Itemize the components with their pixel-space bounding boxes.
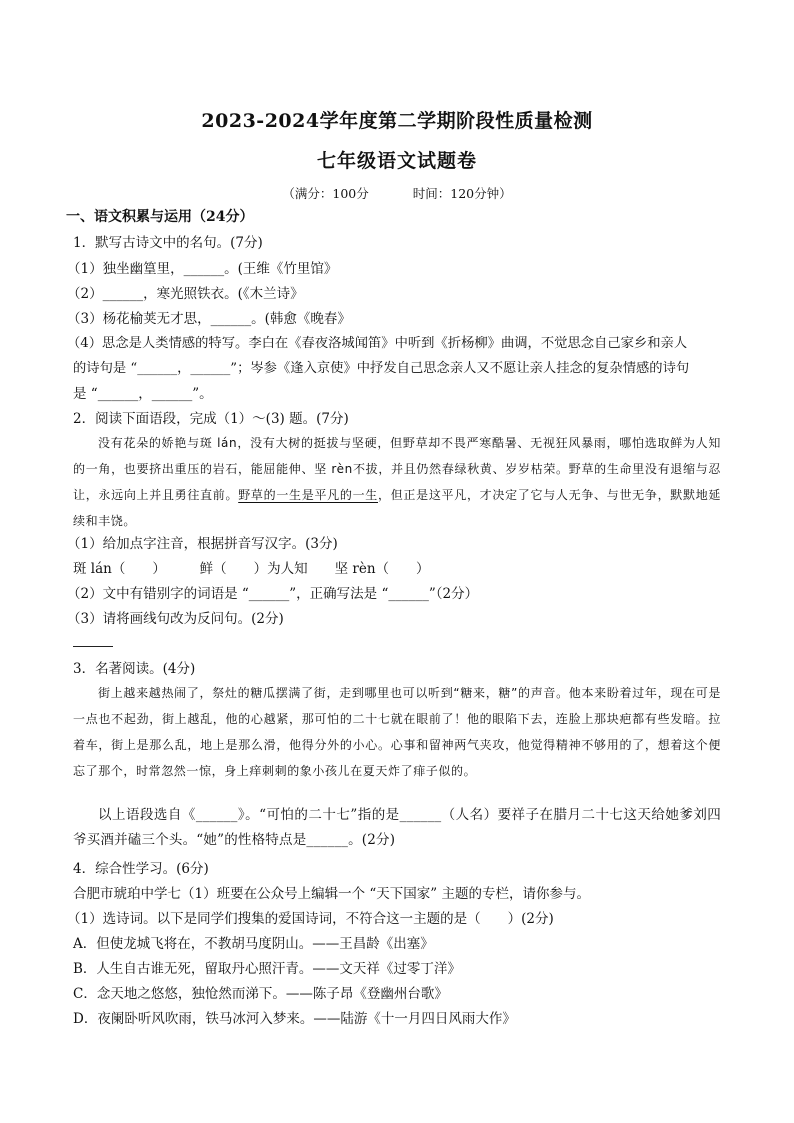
q2-sub-3: （3）请将画线句改为反问句。(2分) <box>67 611 284 627</box>
section-heading: 一、语文积累与运用（24分） <box>66 209 254 225</box>
q2-passage-part-b: ，但正是这平凡，才决定了它与人无争、与世无争，默默地延续和丰饶。 <box>73 488 721 528</box>
q4-option-b: B．人生自古谁无死，留取丹心照汗青。——文天祥《过零丁洋》 <box>73 961 461 977</box>
q1-item-4-line3: 是 “______，______”。 <box>73 386 213 402</box>
q4-intro: 合肥市琥珀中学七（1）班要在公众号上编辑一个 “天下国家” 主题的专栏，请你参与。 <box>73 886 590 902</box>
q2-stem: 2．阅读下面语段，完成（1）～(3) 题。(7分) <box>73 411 349 427</box>
exam-title: 2023-2024学年度第二学期阶段性质量检测 <box>201 110 593 132</box>
q3-passage: 街上越来越热闹了，祭灶的糖瓜摆满了街，走到哪里也可以听到“糖来，糖”的声音。他本来盼着过年，现在可是一点也不起劲，街上越乱，他的心越紧，那可怕的二十七就在眼前了！他的眼陷下去，连脸上那块疤都有些发暗。拉着车，街上是那么乱，地上是那么滑，他得分外的小心。心事和留神两气夹攻，他觉得精神不够用的了，想着这个便忘了那个，时常忽然一惊，身上痒刺刺的象小孩儿在夏天炸了痱子似的。 <box>73 686 721 778</box>
q4-stem: 4．综合性学习。(6分) <box>73 861 209 877</box>
q2-passage-part-a: 没有花朵的娇艳与斑 lán，没有大树的挺拔与坚硬，但野草却不畏严寒酷暑、无视狂风暴雨，哪怕选取鲜为人知的一角，也要挤出重压的岩石，能屈能伸、坚 rèn不拔，并且仍然春绿秋黄、岁岁枯荣。野草的生命里没有退缩与忍让，永远向上并且勇往直前。 <box>73 436 721 502</box>
q1-item-1: （1）独坐幽篁里，______。(王维《竹里馆》 <box>67 261 338 277</box>
exam-meta <box>0 184 794 202</box>
q1-stem: 1．默写古诗文中的名句。(7分) <box>73 235 263 251</box>
q1-item-3: （3）杨花榆荚无才思，______。(韩愈《晚春》 <box>67 311 351 327</box>
q1-item-4-line1: （4）思念是人类情感的特写。李白在《春夜洛城闻笛》中听到《折杨柳》曲调，不觉思念自己家乡和亲人 <box>67 336 688 351</box>
q1-item-2: （2）______，寒光照铁衣。(《木兰诗》 <box>67 286 304 302</box>
q4-sub-1: （1）选诗词。以下是同学们搜集的爱国诗词，不符合这一主题的是（ ）(2分) <box>67 911 554 927</box>
q2-sub-1-items: 斑 lán（ ） 鲜（ ）为人知 坚 rèn（ ） <box>73 561 430 577</box>
q2-underlined-sentence: 野草的一生是平凡的一生 <box>238 488 378 502</box>
q2-sub-1: （1）给加点字注音，根据拼音写汉字。(3分) <box>67 536 338 552</box>
q1-item-4-line2: 的诗句是 “______，______”；岑参《逢入京使》中抒发自己思念亲人又不愿让亲人挂念的复杂情感的诗句 <box>73 361 690 376</box>
q2-sub-2: （2）文中有错别字的词语是 “______”，正确写法是 “______”（2分） <box>67 586 479 602</box>
q4-option-c: C．念天地之悠悠，独怆然而涕下。——陈子昂《登幽州台歌》 <box>73 986 448 1002</box>
q2-passage <box>73 430 721 534</box>
exam-subtitle: 七年级语文试题卷 <box>316 150 477 172</box>
time-info: 时间：120分钟） <box>412 186 512 201</box>
q3-question: 以上语段选自《______》。“可怕的二十七”指的是______（人名）要祥子在腊月二十七这天给她爹刘四爷买酒并磕三个头。“她”的性格特点是______。(2分) <box>73 807 721 848</box>
q3-stem: 3．名著阅读。(4分) <box>73 661 196 677</box>
score-info: （满分：100分 <box>282 186 369 201</box>
q4-option-d: D．夜阑卧听风吹雨，铁马冰河入梦来。——陆游《十一月四日风雨大作》 <box>73 1011 516 1027</box>
answer-line <box>73 646 113 647</box>
q4-option-a: A．但使龙城飞将在，不教胡马度阴山。——王昌龄《出塞》 <box>73 936 434 952</box>
